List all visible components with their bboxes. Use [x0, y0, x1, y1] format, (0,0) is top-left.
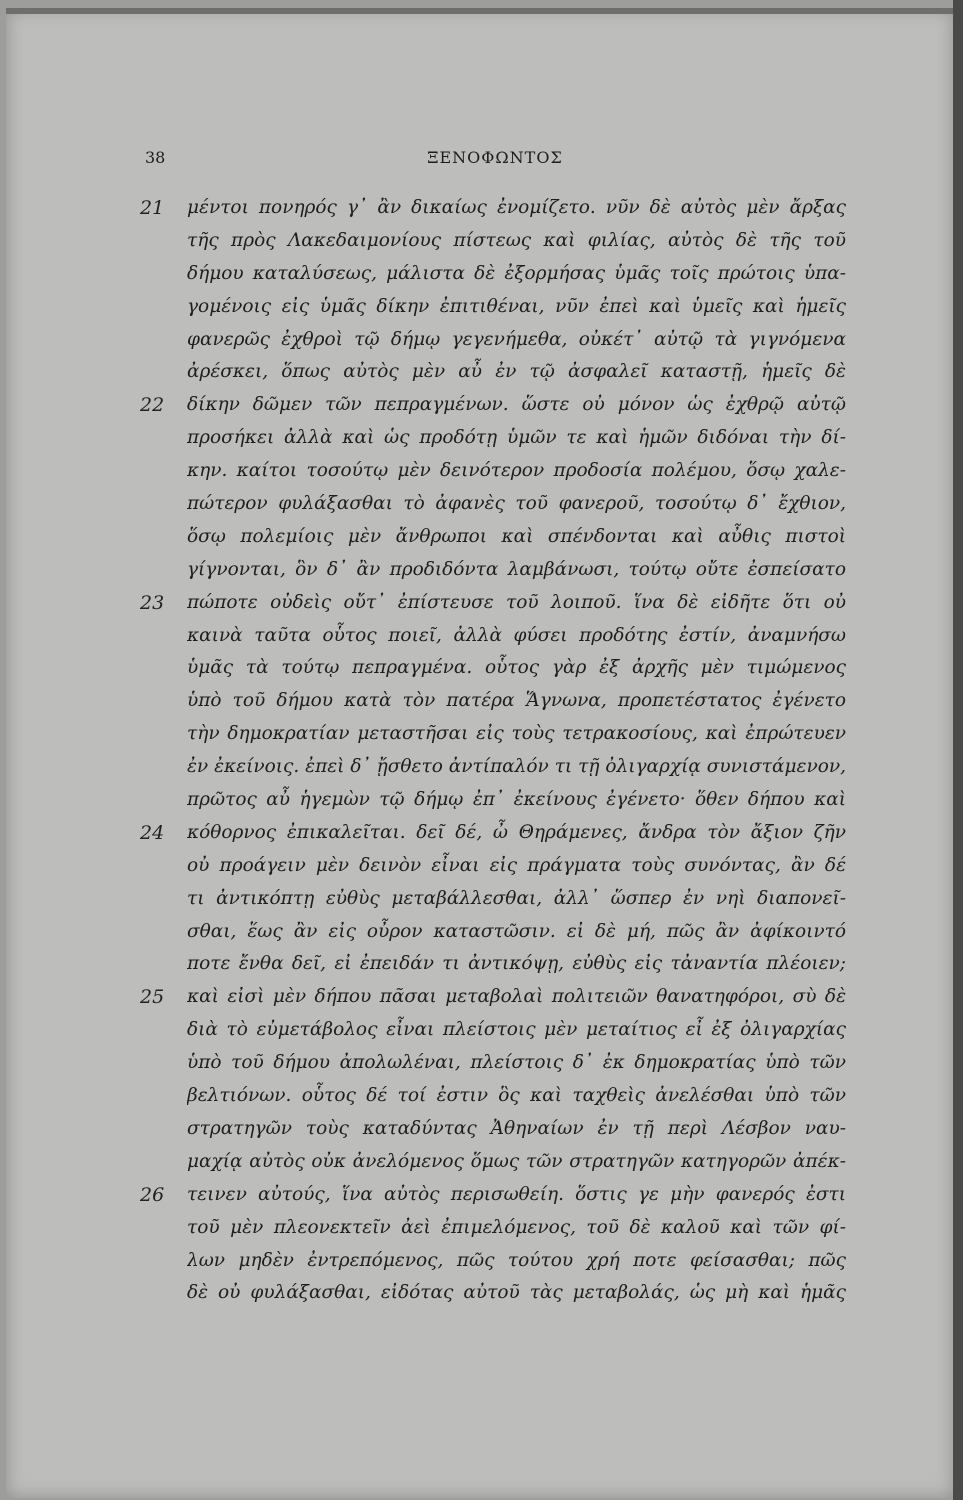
text-line: [140, 981, 846, 1014]
line-text: τεινεν αὐτούς, ἵνα αὐτὸς περισωθείη. ὅστις γε μὴν φανερός ἐστι: [187, 1183, 846, 1205]
page-number: 38: [145, 148, 166, 167]
running-title: ΞΕΝΟΦΩΝΤΟΣ: [427, 148, 563, 167]
section-number: 21: [140, 197, 165, 219]
line-text: πρῶτος αὖ ἡγεμὼν τῷ δήμῳ ἐπ᾽ ἐκείνους ἐγένετο· ὅθεν δήπου καὶ: [187, 789, 846, 811]
line-text: ἐν ἐκείνοις. ἐπεὶ δ᾽ ᾔσθετο ἀντίπαλόν τι τῇ ὀλιγαρχίᾳ συνιστάμενον,: [187, 756, 846, 778]
text-line: [140, 1047, 846, 1080]
line-text: προσήκει ἀλλὰ καὶ ὡς προδότῃ ὑμῶν τε καὶ ἡμῶν διδόναι τὴν δί-: [187, 427, 846, 449]
line-text: μέντοι πονηρός γ᾽ ἂν δικαίως ἐνομίζετο. νῦν δὲ αὐτὸς μὲν ἄρξας: [187, 197, 846, 218]
text-line: [140, 521, 846, 554]
line-text: κόθορνος ἐπικαλεῖται. δεῖ δέ, ὦ Θηράμενες, ἄνδρα τὸν ἄξιον ζῆν: [187, 821, 846, 843]
text-line: [140, 850, 846, 883]
line-text: καινὰ ταῦτα οὗτος ποιεῖ, ἀλλὰ φύσει προδότης ἐστίν, ἀναμνήσω: [187, 624, 846, 646]
text-line: [140, 1080, 846, 1113]
text-line: [140, 356, 846, 389]
text-line: [140, 784, 846, 817]
line-text: ὅσῳ πολεμίοις μὲν ἄνθρωποι καὶ σπένδονται καὶ αὖθις πιστοὶ: [187, 525, 846, 547]
text-line: [140, 192, 846, 225]
text-line: [140, 1014, 846, 1047]
line-text: ὑπὸ τοῦ δήμου κατὰ τὸν πατέρα Ἅγνωνα, προπετέστατος ἐγένετο: [187, 690, 846, 712]
text-line: [140, 883, 846, 916]
text-line: [140, 620, 846, 653]
line-text: δήμου καταλύσεως, μάλιστα δὲ ἐξορμήσας ὑμᾶς τοῖς πρώτοις ὑπα-: [187, 262, 846, 284]
text-line: [140, 455, 846, 488]
line-text: οὐ προάγειν μὲν δεινὸν εἶναι εἰς πράγματα τοὺς συνόντας, ἂν δέ: [187, 854, 846, 876]
section-number: 25: [140, 986, 165, 1009]
section-number: 23: [140, 591, 165, 614]
text-line: [140, 587, 846, 620]
body-text: [140, 192, 846, 1310]
line-text: ποτε ἔνθα δεῖ, εἰ ἐπειδάν τι ἀντικόψῃ, εὐθὺς εἰς τἀναντία πλέοιεν;: [187, 953, 846, 975]
text-line: [140, 291, 846, 324]
line-text: γομένοις εἰς ὑμᾶς δίκην ἐπιτιθέναι, νῦν ἐπεὶ καὶ ὑμεῖς καὶ ἡμεῖς: [187, 295, 846, 317]
line-text: τὴν δημοκρατίαν μεταστῆσαι εἰς τοὺς τετρακοσίους, καὶ ἐπρώτευεν: [187, 723, 846, 745]
text-line: [140, 1245, 846, 1278]
text-line: [140, 948, 846, 981]
line-text: κην. καίτοι τοσούτῳ μὲν δεινότερον προδοσία πολέμου, ὅσῳ χαλε-: [187, 460, 846, 482]
line-text: ὑμᾶς τὰ τούτῳ πεπραγμένα. οὗτος γὰρ ἐξ ἀρχῆς μὲν τιμώμενος: [187, 657, 846, 679]
text-line: [140, 225, 846, 258]
text-line: [140, 1277, 846, 1310]
line-text: λων μηδὲν ἐντρεπόμενος, πῶς τούτου χρή ποτε φείσασθαι; πῶς: [187, 1249, 846, 1271]
line-text: τι ἀντικόπτῃ εὐθὺς μεταβάλλεσθαι, ἀλλ᾽ ὥσπερ ἐν νηὶ διαπονεῖ-: [187, 887, 846, 909]
line-text: καὶ εἰσὶ μὲν δήπου πᾶσαι μεταβολαὶ πολιτειῶν θανατηφόροι, σὺ δὲ: [187, 986, 846, 1008]
text-line: [140, 422, 846, 455]
line-text: σθαι, ἕως ἂν εἰς οὖρον καταστῶσιν. εἰ δὲ μή, πῶς ἂν ἀφίκοιντό: [187, 920, 846, 942]
line-text: φανερῶς ἐχθροὶ τῷ δήμῳ γεγενήμεθα, οὐκέτ᾽ αὐτῷ τὰ γιγνόμενα: [187, 328, 846, 350]
text-line: [140, 685, 846, 718]
scan-edge-right: [953, 0, 963, 1500]
text-line: [140, 916, 846, 949]
text-line: [140, 1146, 846, 1179]
section-number: 22: [140, 394, 165, 417]
line-text: πώποτε οὐδεὶς οὔτ᾽ ἐπίστευσε τοῦ λοιποῦ. ἵνα δὲ εἰδῆτε ὅτι οὐ: [187, 591, 846, 613]
line-text: ἀρέσκει, ὅπως αὐτὸς μὲν αὖ ἐν τῷ ἀσφαλεῖ καταστῇ, ἡμεῖς δὲ: [187, 361, 846, 383]
line-text: πώτερον φυλάξασθαι τὸ ἀφανὲς τοῦ φανεροῦ, τοσούτῳ δ᾽ ἔχθιον,: [187, 493, 846, 515]
text-line: [140, 324, 846, 357]
line-text: διὰ τὸ εὐμετάβολος εἶναι πλείστοις μὲν μεταίτιος εἶ ἐξ ὀλιγαρχίας: [187, 1019, 846, 1041]
text-line: [140, 389, 846, 422]
scan-edge-top: [6, 8, 963, 14]
text-line: [140, 652, 846, 685]
text-line: [140, 1212, 846, 1245]
line-text: μαχίᾳ αὐτὸς οὐκ ἀνελόμενος ὅμως τῶν στρατηγῶν κατηγορῶν ἀπέκ-: [187, 1150, 846, 1172]
page-header: [0, 148, 963, 174]
line-text: δὲ οὐ φυλάξασθαι, εἰδότας αὐτοῦ τὰς μεταβολάς, ὡς μὴ καὶ ἡμᾶς: [187, 1282, 846, 1304]
line-text: τοῦ μὲν πλεονεκτεῖν ἀεὶ ἐπιμελόμενος, τοῦ δὲ καλοῦ καὶ τῶν φί-: [187, 1216, 846, 1238]
text-line: [140, 1113, 846, 1146]
text-line: [140, 817, 846, 850]
text-line: [140, 718, 846, 751]
text-line: [140, 488, 846, 521]
text-line: [140, 554, 846, 587]
section-number: 24: [140, 821, 165, 844]
section-number: 26: [140, 1183, 165, 1206]
line-text: βελτιόνων. οὗτος δέ τοί ἐστιν ὃς καὶ ταχθεὶς ἀνελέσθαι ὑπὸ τῶν: [187, 1085, 846, 1107]
line-text: ὑπὸ τοῦ δήμου ἀπολωλέναι, πλείστοις δ᾽ ἐκ δημοκρατίας ὑπὸ τῶν: [187, 1052, 846, 1074]
text-line: [140, 1179, 846, 1212]
text-line: [140, 258, 846, 291]
line-text: γίγνονται, ὃν δ᾽ ἂν προδιδόντα λαμβάνωσι, τούτῳ οὔτε ἐσπείσατο: [187, 558, 846, 580]
text-line: [140, 751, 846, 784]
line-text: τῆς πρὸς Λακεδαιμονίους πίστεως καὶ φιλίας, αὐτὸς δὲ τῆς τοῦ: [187, 229, 846, 251]
line-text: στρατηγῶν τοὺς καταδύντας Ἀθηναίων ἐν τῇ περὶ Λέσβον ναυ-: [187, 1117, 846, 1139]
line-text: δίκην δῶμεν τῶν πεπραγμένων. ὥστε οὐ μόνον ὡς ἐχθρῷ αὐτῷ: [187, 394, 846, 416]
